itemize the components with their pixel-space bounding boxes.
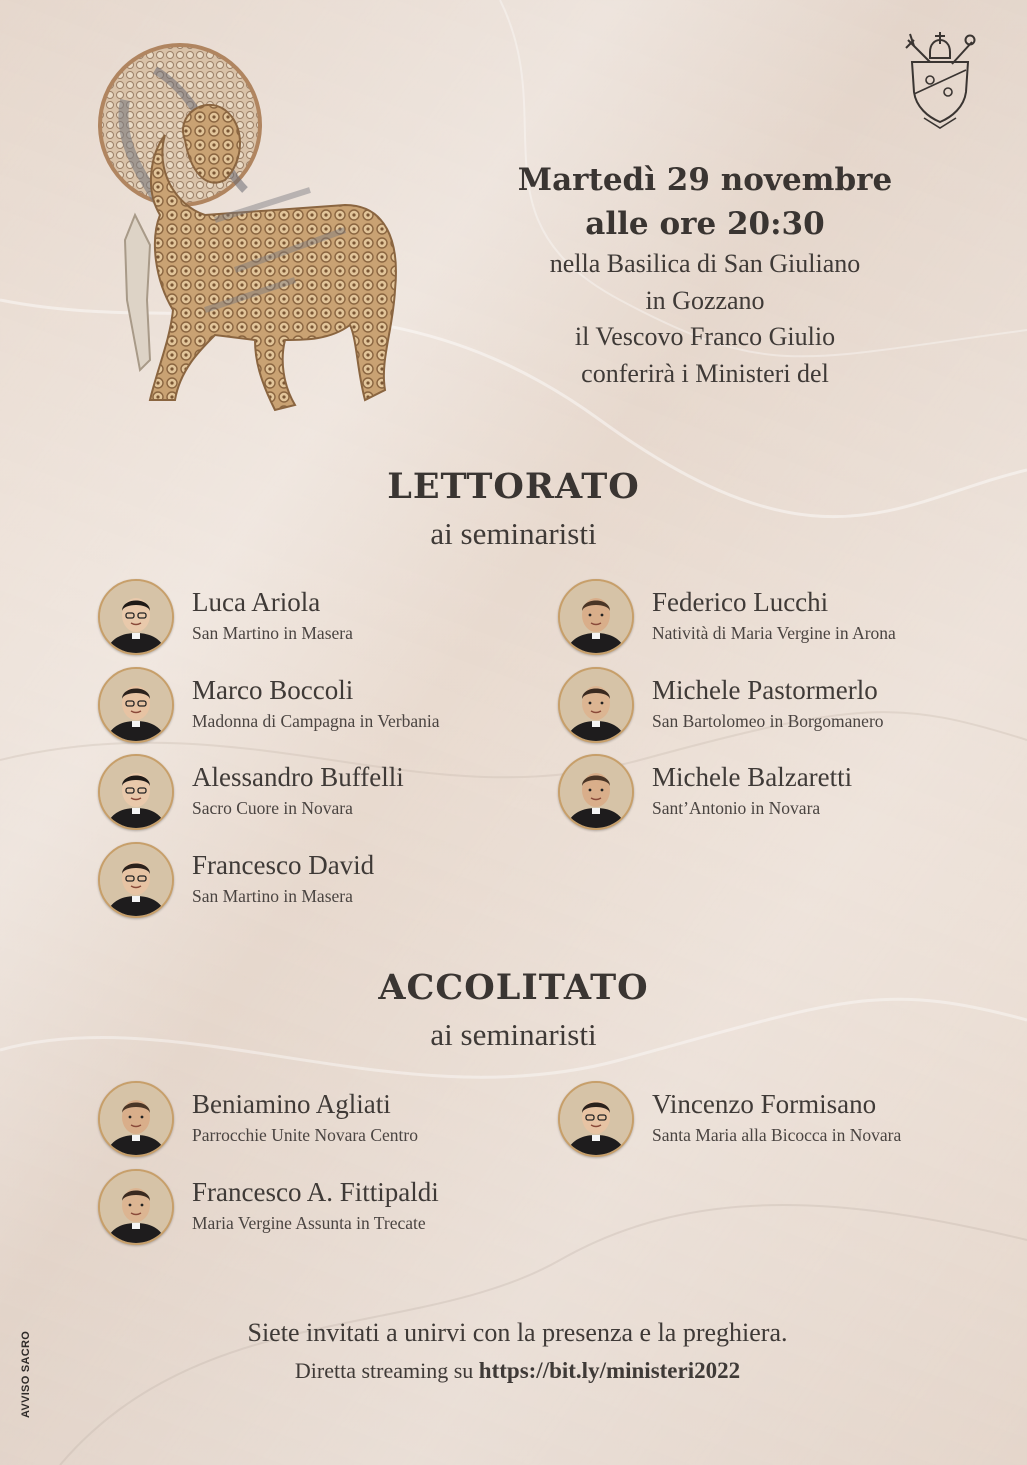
avatar xyxy=(558,754,634,830)
person-parish: San Martino in Masera xyxy=(192,885,353,906)
person-name: Vincenzo Formisano xyxy=(652,1089,877,1119)
event-town: in Gozzano xyxy=(645,285,765,315)
person-name: Francesco David xyxy=(192,849,375,880)
event-time: alle ore 20:30 xyxy=(585,206,825,242)
lamb-of-god-illustration xyxy=(95,40,415,425)
bishop-coat-of-arms-icon xyxy=(900,22,980,130)
event-intro xyxy=(440,158,970,392)
person-name: Marco Boccoli xyxy=(192,674,354,705)
avatar xyxy=(98,667,174,743)
event-celebrant: il Vescovo Franco Giulio xyxy=(574,322,836,351)
person-parish: Madonna di Campagna in Verbania xyxy=(192,710,440,731)
avatar xyxy=(98,579,174,655)
avatar xyxy=(98,1169,174,1245)
person-entry xyxy=(558,579,998,659)
person-entry xyxy=(98,842,538,922)
invitation-text: Siete invitati a unirvi con la presenza e la preghiera. xyxy=(247,1318,788,1347)
person-entry xyxy=(98,1169,538,1249)
person-entry xyxy=(558,1081,998,1161)
event-description: conferirà i Ministeri del xyxy=(581,358,829,388)
person-name: Alessandro Buffelli xyxy=(192,762,404,792)
person-entry xyxy=(98,754,538,834)
accolitato-title: ACCOLITATO xyxy=(378,967,649,1008)
streaming-link[interactable]: https://bit.ly/ministeri2022 xyxy=(478,1358,741,1383)
person-entry xyxy=(558,754,998,834)
person-parish: Sacro Cuore in Novara xyxy=(192,798,353,818)
avatar xyxy=(558,1081,634,1157)
avviso-sacro-label: AVVISO SACRO xyxy=(20,1330,32,1418)
avatar xyxy=(558,667,634,743)
streaming-prefix: Diretta streaming su xyxy=(294,1358,479,1383)
person-name: Luca Ariola xyxy=(192,587,321,617)
lettorato-title: LETTORATO xyxy=(387,466,640,507)
person-parish: Sant’Antonio in Novara xyxy=(652,798,821,818)
avatar xyxy=(558,579,634,655)
person-parish: Maria Vergine Assunta in Trecate xyxy=(192,1212,426,1233)
person-name: Francesco A. Fittipaldi xyxy=(192,1176,439,1207)
person-parish: Natività di Maria Vergine in Arona xyxy=(652,623,896,643)
person-name: Beniamino Agliati xyxy=(192,1089,391,1119)
person-parish: San Bartolomeo in Borgomanero xyxy=(652,710,884,731)
person-name: Michele Balzaretti xyxy=(652,762,853,792)
person-name: Federico Lucchi xyxy=(652,587,829,617)
person-parish: San Martino in Masera xyxy=(192,623,353,643)
person-entry xyxy=(98,667,538,747)
avatar xyxy=(98,754,174,830)
lettorato-subtitle: ai seminaristi xyxy=(430,516,597,551)
person-name: Michele Pastormerlo xyxy=(652,674,878,705)
person-entry xyxy=(98,579,538,659)
person-parish: Parrocchie Unite Novara Centro xyxy=(192,1125,418,1145)
accolitato-subtitle: ai seminaristi xyxy=(430,1017,597,1052)
person-entry xyxy=(98,1081,538,1161)
event-date: Martedì 29 novembre xyxy=(517,162,893,198)
person-parish: Santa Maria alla Bicocca in Novara xyxy=(652,1125,902,1145)
avatar xyxy=(98,842,174,918)
event-venue: nella Basilica di San Giuliano xyxy=(549,249,861,278)
streaming-line xyxy=(0,1358,1027,1384)
person-entry xyxy=(558,667,998,747)
avatar xyxy=(98,1081,174,1157)
